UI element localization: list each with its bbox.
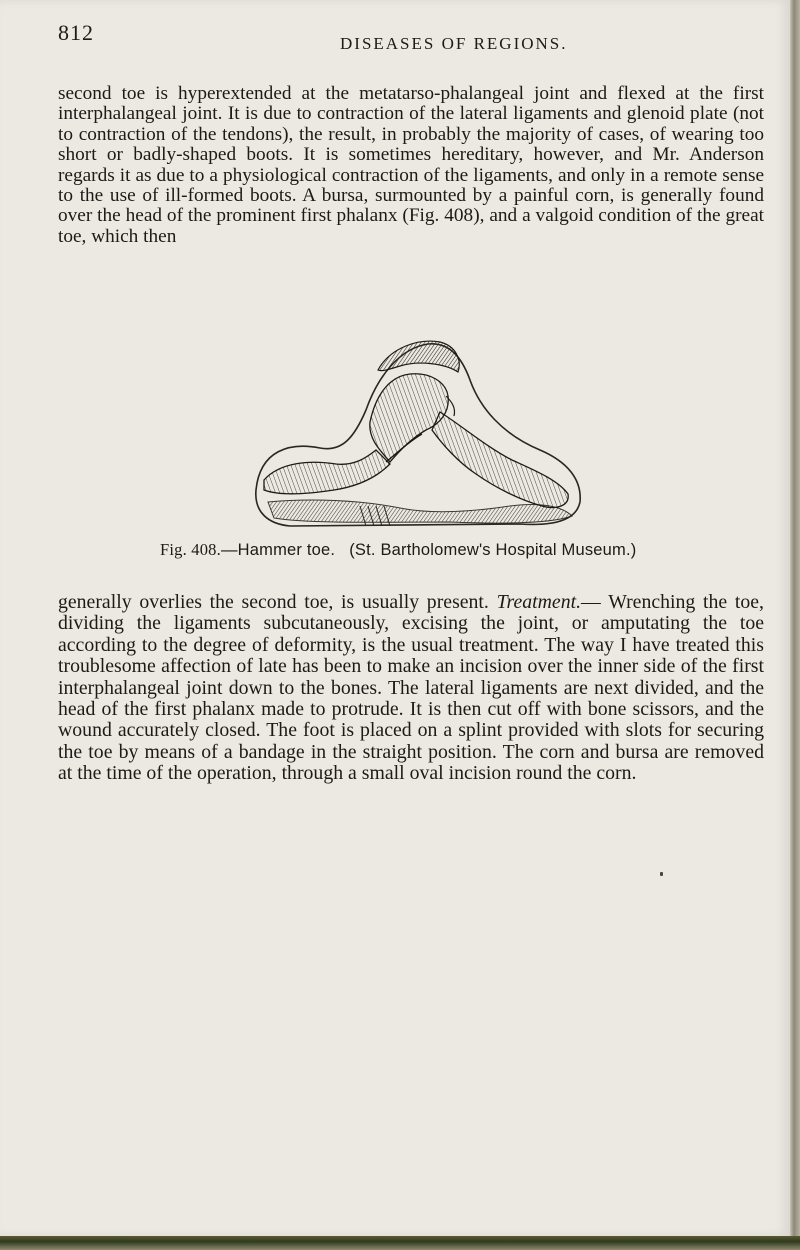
book-edge-bottom — [0, 1236, 800, 1250]
plantar-pad — [268, 500, 572, 523]
figure-label: Fig. 408. — [160, 540, 221, 559]
page-number: 812 — [58, 20, 94, 45]
metatarsal-bone — [264, 450, 390, 494]
hammer-toe-illustration — [250, 330, 586, 530]
running-head: DISEASES OF REGIONS. — [340, 34, 568, 53]
paragraph-bottom — [58, 592, 764, 785]
treatment-heading: Treatment. — [496, 591, 582, 613]
first-phalanx-bone — [370, 374, 448, 462]
figure-title: —Hammer toe. — [220, 541, 336, 559]
page-mark — [660, 872, 663, 876]
figure-caption — [160, 540, 636, 560]
figure-source: (St. Bartholomew's Hospital Museum.) — [349, 541, 637, 559]
paragraph-top: second toe is hyperextended at the metatarso-phalangeal joint and flexed at the first interphalangeal joint. It is due to contraction of the lateral ligaments and glenoid plate (not to contraction of the tendons), the result, in probably the majority of cases, of wearing too short or badly-shaped boots. It is sometimes hereditary, however, and Mr. Anderson regards it as due to a physiological contraction of the ligaments, and only in a remote sense to the use of ill-formed boots. A bursa, surmounted by a painful corn, is generally found over the head of the prominent first phalanx (Fig. 408), and a valgoid condition of the great toe, which then — [58, 83, 764, 247]
corn-bursa — [378, 341, 459, 372]
paragraph-bottom-rest: — Wrenching the toe, dividing the ligaments subcutaneously, excising the joint, or amputating the toe according to the degree of deformity, is the usual treatment. The way I have treated this troublesome affection of late has been to make an incision over the inner side of the first interphalangeal joint down to the bones. The lateral ligaments are next divided, and the head of the first phalanx made to protrude. It is then cut off with bone scissors, and the wound accurately closed. The foot is placed on a splint provided with slots for securing the toe by means of a bandage in the straight position. The corn and bursa are removed at the time of the operation, through a small oval incision round the corn. — [58, 591, 764, 785]
distal-phalanges-bone — [432, 412, 568, 508]
paragraph-bottom-intro: generally overlies the second toe, is usually present. — [58, 591, 497, 613]
book-edge-right — [790, 0, 800, 1250]
